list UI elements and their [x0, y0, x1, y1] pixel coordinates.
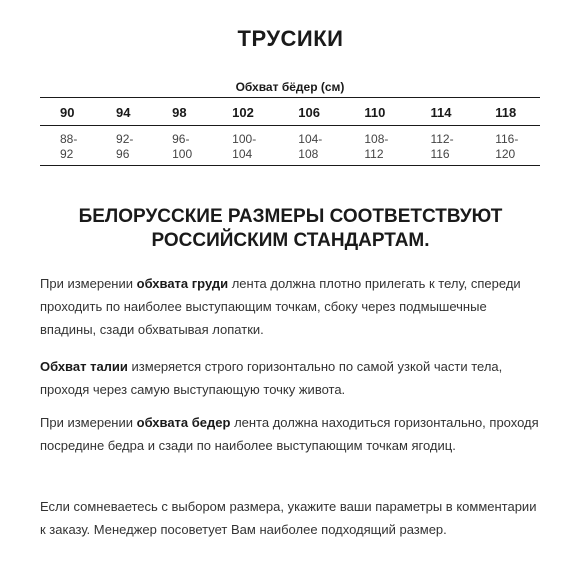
paragraph-bold-term: обхвата груди	[136, 276, 229, 291]
range-start: 96-	[172, 132, 190, 146]
hip-range-cell	[410, 126, 475, 166]
size-header: 106	[278, 98, 344, 126]
chest-measure-paragraph	[40, 272, 540, 341]
range-start: 108-	[364, 132, 389, 146]
size-header: 98	[152, 98, 212, 126]
table-header-row	[40, 98, 540, 126]
size-advice-paragraph: Если сомневаетесь с выбором размера, укажите ваши параметры в комментарии к заказу. Менеджер посоветует Вам наиболее подходящий размер.	[40, 499, 537, 537]
table-caption: Обхват бёдер (см)	[235, 80, 345, 94]
range-end: 104	[232, 147, 253, 161]
range-end: 92	[60, 147, 74, 161]
paragraph-text: лента должна находиться горизонтально, проходя посредине бедра и сзади по наиболее выступающим точкам ягодиц.	[40, 415, 539, 453]
paragraph-text: При измерении	[40, 276, 137, 291]
hip-range-cell	[40, 126, 96, 166]
range-end: 100	[172, 147, 193, 161]
table-row	[40, 126, 540, 166]
size-header: 102	[212, 98, 278, 126]
range-end: 108	[298, 147, 319, 161]
range-end: 120	[495, 147, 516, 161]
hip-range-cell	[152, 126, 212, 166]
paragraph-text: измеряется строго горизонтально по самой узкой части тела, проходя через самую выступающую точку живота.	[40, 359, 503, 397]
hip-range-cell	[212, 126, 278, 166]
hip-range-cell	[96, 126, 152, 166]
range-end: 116	[430, 147, 450, 161]
range-start: 92-	[116, 132, 134, 146]
range-end: 112	[364, 147, 384, 161]
hip-range-cell	[475, 126, 540, 166]
standards-heading	[20, 205, 561, 253]
waist-measure-paragraph	[40, 355, 540, 401]
page-title: ТРУСИКИ	[237, 26, 344, 51]
range-start: 100-	[232, 132, 257, 146]
standards-heading-line: БЕЛОРУССКИЕ РАЗМЕРЫ СООТВЕТСТВУЮТ	[78, 206, 503, 227]
size-header: 90	[40, 98, 96, 126]
size-table	[40, 97, 540, 166]
range-end: 96	[116, 147, 130, 161]
paragraph-bold-term: обхвата бедер	[136, 415, 231, 430]
range-start: 104-	[298, 132, 323, 146]
hips-measure-paragraph	[40, 411, 540, 457]
standards-heading-line: РОССИЙСКИМ СТАНДАРТАМ.	[151, 230, 430, 251]
range-start: 88-	[60, 132, 78, 146]
range-start: 112-	[430, 132, 454, 146]
size-header: 118	[475, 98, 540, 126]
range-start: 116-	[495, 132, 519, 146]
hip-range-cell	[278, 126, 344, 166]
paragraph-text: При измерении	[40, 415, 137, 430]
paragraph-bold-term: Обхват талии	[40, 359, 128, 374]
paragraph-text: лента должна плотно прилегать к телу, спереди проходить по наиболее выступающим точкам, сбоку через подмышечные впадины, сзади обхватывая лопатки.	[40, 276, 521, 337]
size-header: 94	[96, 98, 152, 126]
size-header: 114	[410, 98, 475, 126]
size-header: 110	[344, 98, 410, 126]
hip-range-cell	[344, 126, 410, 166]
